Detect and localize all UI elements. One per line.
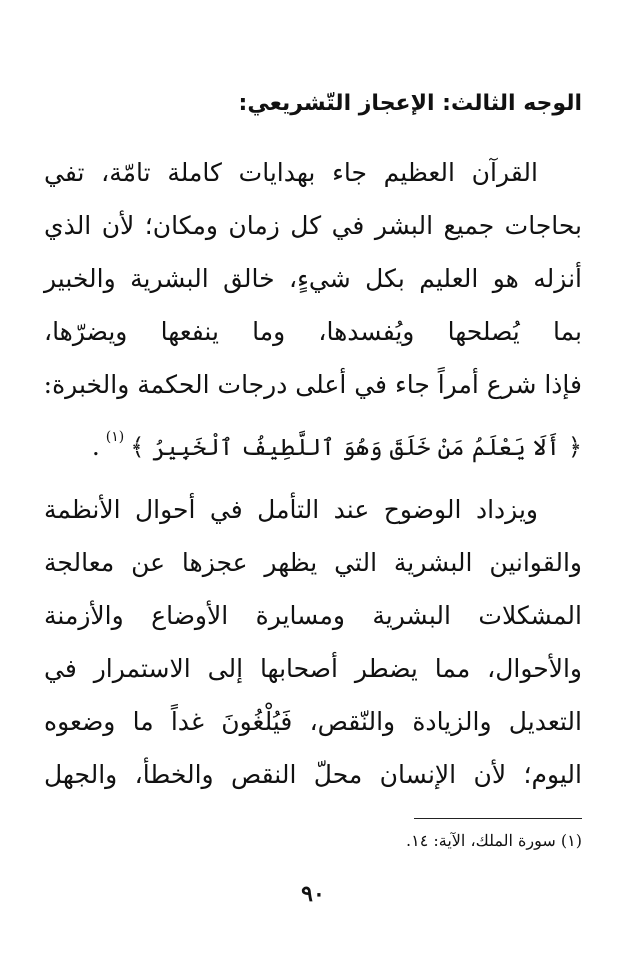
text-line: اليوم؛ لأن الإنسان محلّ النقص والخطأ، والجهل bbox=[44, 760, 582, 789]
text-line: ويزداد الوضوح عند التأمل في أحوال الأنظمة bbox=[44, 495, 538, 524]
text-line: والقوانين البشرية التي يظهر عجزها عن معالجة bbox=[44, 548, 582, 577]
page-number: ٩٠ bbox=[301, 881, 325, 907]
text-line: أنزله هو العليم بكل شيءٍ، خالق البشرية والخبير bbox=[44, 264, 582, 293]
footnote-reference: (١) bbox=[105, 429, 125, 445]
text-line: والأحوال، مما يضطر أصحابها إلى الاستمرار في bbox=[44, 654, 582, 683]
text-line: بما يُصلحها ويُفسدها، وما ينفعها ويضرّها، bbox=[44, 317, 582, 346]
verse-text: أَلَا يَعْلَمُ مَنْ خَلَقَ وَهُوَ ٱللَّطِيفُ ٱلْخَبِيرُ bbox=[152, 435, 560, 461]
sentence-end: . bbox=[91, 432, 100, 461]
text-line: القرآن العظيم جاء بهدايات كاملة تامّة، تفي bbox=[44, 158, 538, 187]
section-heading: الوجه الثالث: الإعجاز التّشريعي: bbox=[238, 91, 582, 116]
footnote: (١) سورة الملك، الآية: ١٤. bbox=[406, 831, 582, 850]
text-line: فإذا شرع أمراً جاء في أعلى درجات الحكمة والخبرة: bbox=[43, 370, 582, 399]
verse-open-bracket: ﴿ bbox=[567, 433, 582, 461]
text-line: التعديل والزيادة والنّقص، فَيُلْغُونَ غداً ما وضعوه bbox=[44, 707, 582, 736]
text-line: بحاجات جميع البشر في كل زمان ومكان؛ لأن الذي bbox=[44, 211, 582, 240]
text-line: المشكلات البشرية ومسايرة الأوضاع والأزمنة bbox=[44, 601, 582, 630]
paragraph-1 bbox=[44, 146, 582, 475]
verse-close-bracket: ﴾ bbox=[130, 433, 145, 461]
paragraph-2 bbox=[44, 483, 582, 801]
quran-verse bbox=[44, 411, 582, 475]
footnote-divider bbox=[414, 818, 582, 819]
book-page bbox=[44, 0, 582, 956]
